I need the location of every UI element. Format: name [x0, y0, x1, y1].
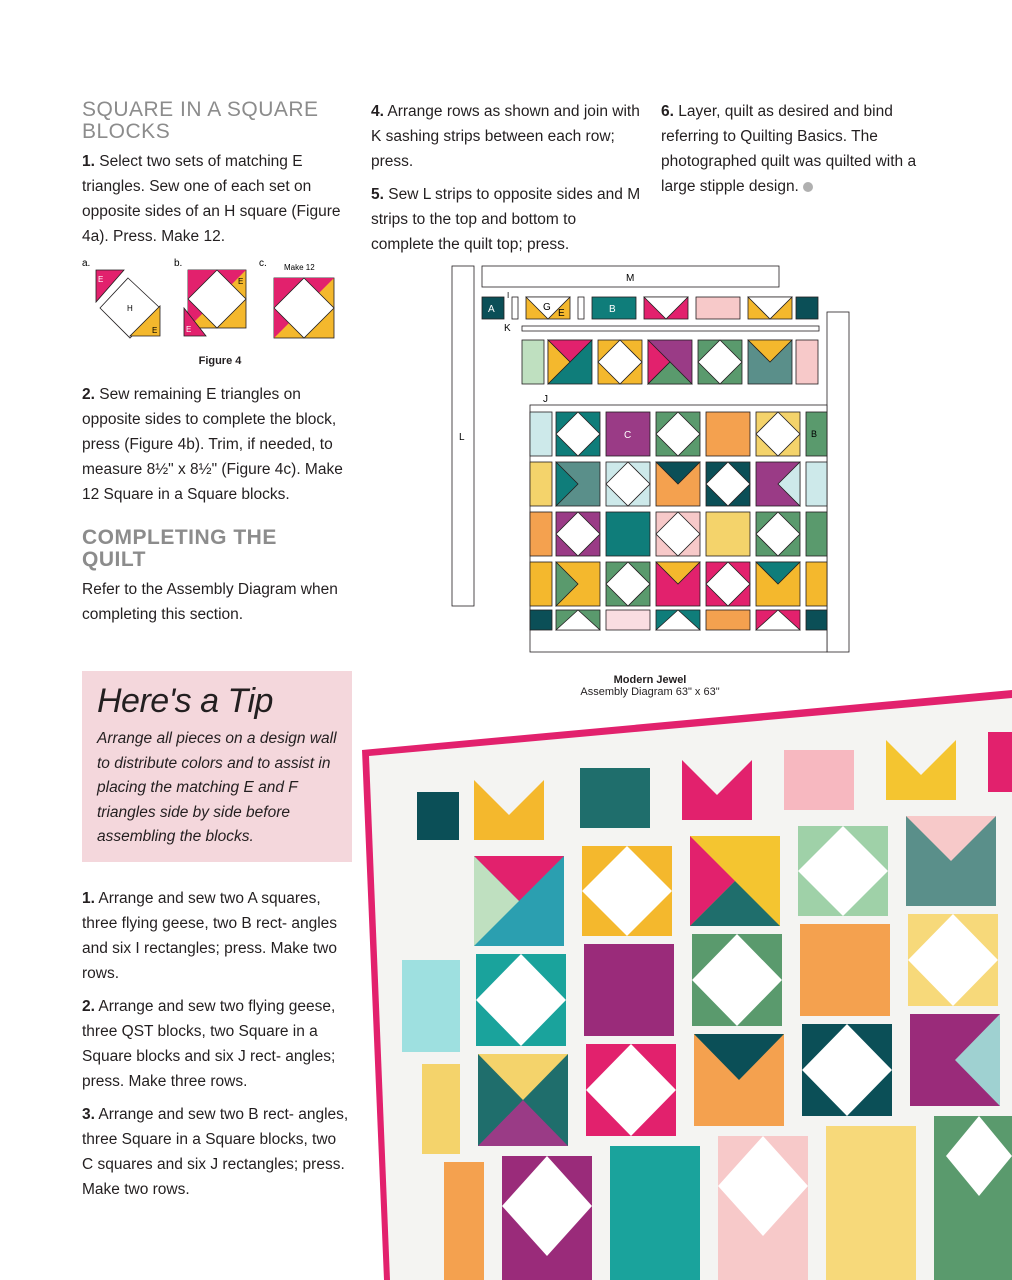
fig4a-e-top-label: E	[98, 275, 104, 284]
fig4a-e-bottom-label: E	[152, 326, 158, 335]
diagram-title: Modern Jewel	[613, 674, 687, 686]
k-strip	[522, 326, 819, 331]
l-strip-right	[827, 312, 849, 652]
qst-row	[548, 340, 818, 384]
step-4: 4. Arrange rows as shown and join with K sashing strips between each row; press.	[371, 103, 640, 170]
end-bullet-icon	[803, 182, 813, 192]
fig4a-h-label: H	[127, 304, 133, 313]
step-2-row: 2. Arrange and sew two flying geese, three QST blocks, two Square in a Square blocks and six J rect- angles; press. Make three rows.	[82, 998, 336, 1090]
step-3-row: 3. Arrange and sew two B rect- angles, three Square in a Square blocks, two C squares and six J rectangles; press. Make two rows.	[82, 1106, 349, 1198]
fig4-label-a: a.	[82, 258, 91, 269]
j-label: J	[543, 394, 548, 405]
g-label: G	[543, 302, 551, 313]
completing-intro: Refer to the Assembly Diagram when completing this section.	[82, 581, 338, 623]
step-2-square: 2. Sew remaining E triangles on opposite sides to complete the block, press (Figure 4b). Trim, if needed, to measure 8½" x 8½" (Figure 4c). Make 12 Square in a Square blocks.	[82, 386, 343, 503]
tip-body: Arrange all pieces on a design wall to distribute colors and to assist in placing the matching E and F triangles side by side before assembling the blocks.	[97, 730, 337, 845]
fig4b-e-loose-label: E	[186, 325, 192, 334]
step-5: 5. Sew L strips to opposite sides and M strips to the top and bottom to complete the quilt top; press.	[371, 186, 641, 253]
fig4-make-12: Make 12	[284, 263, 315, 272]
l-label: L	[459, 432, 465, 443]
quilt-photo	[362, 690, 1012, 1280]
c-label: C	[624, 430, 632, 441]
left-column-cont	[82, 382, 347, 635]
diagram-subtitle: Assembly Diagram 63" x 63"	[580, 686, 720, 698]
left-column	[82, 99, 347, 257]
figure-4	[82, 256, 342, 370]
figure-4-caption: Figure 4	[198, 355, 242, 367]
i-label: I	[507, 291, 510, 300]
step-6: 6. Layer, quilt as desired and bind referring to Quilting Basics. The photographed quilt was quilted with a large stipple design.	[661, 103, 917, 195]
i-rect	[512, 297, 518, 319]
fig4b-e-label: E	[238, 277, 244, 286]
b-label: B	[609, 304, 616, 315]
a-label: A	[488, 304, 495, 315]
right-column	[661, 99, 926, 207]
tip-title: Here's a Tip	[97, 682, 273, 720]
k-label: K	[504, 323, 511, 334]
b-label-2: B	[811, 429, 818, 439]
left-steps	[82, 886, 350, 1210]
section-heading-completing: COMPLETING THE QUILT	[82, 526, 277, 571]
step-1-row: 1. Arrange and sew two A squares, three flying geese, two B rect- angles and six I rectangles; press. Make two rows.	[82, 890, 338, 982]
fig4-label-b: b.	[174, 258, 183, 269]
e-label: E	[558, 308, 565, 319]
m-label: M	[626, 273, 635, 284]
tip-box	[82, 671, 352, 862]
step-1-square: 1. Select two sets of matching E triangles. Sew one of each set on opposite sides of an H square (Figure 4a). Press. Make 12.	[82, 153, 341, 245]
fig4-label-c: c.	[259, 258, 267, 269]
middle-column	[371, 99, 641, 265]
section-heading-square: SQUARE IN A SQUARE BLOCKS	[82, 98, 319, 143]
assembly-diagram	[450, 262, 850, 655]
